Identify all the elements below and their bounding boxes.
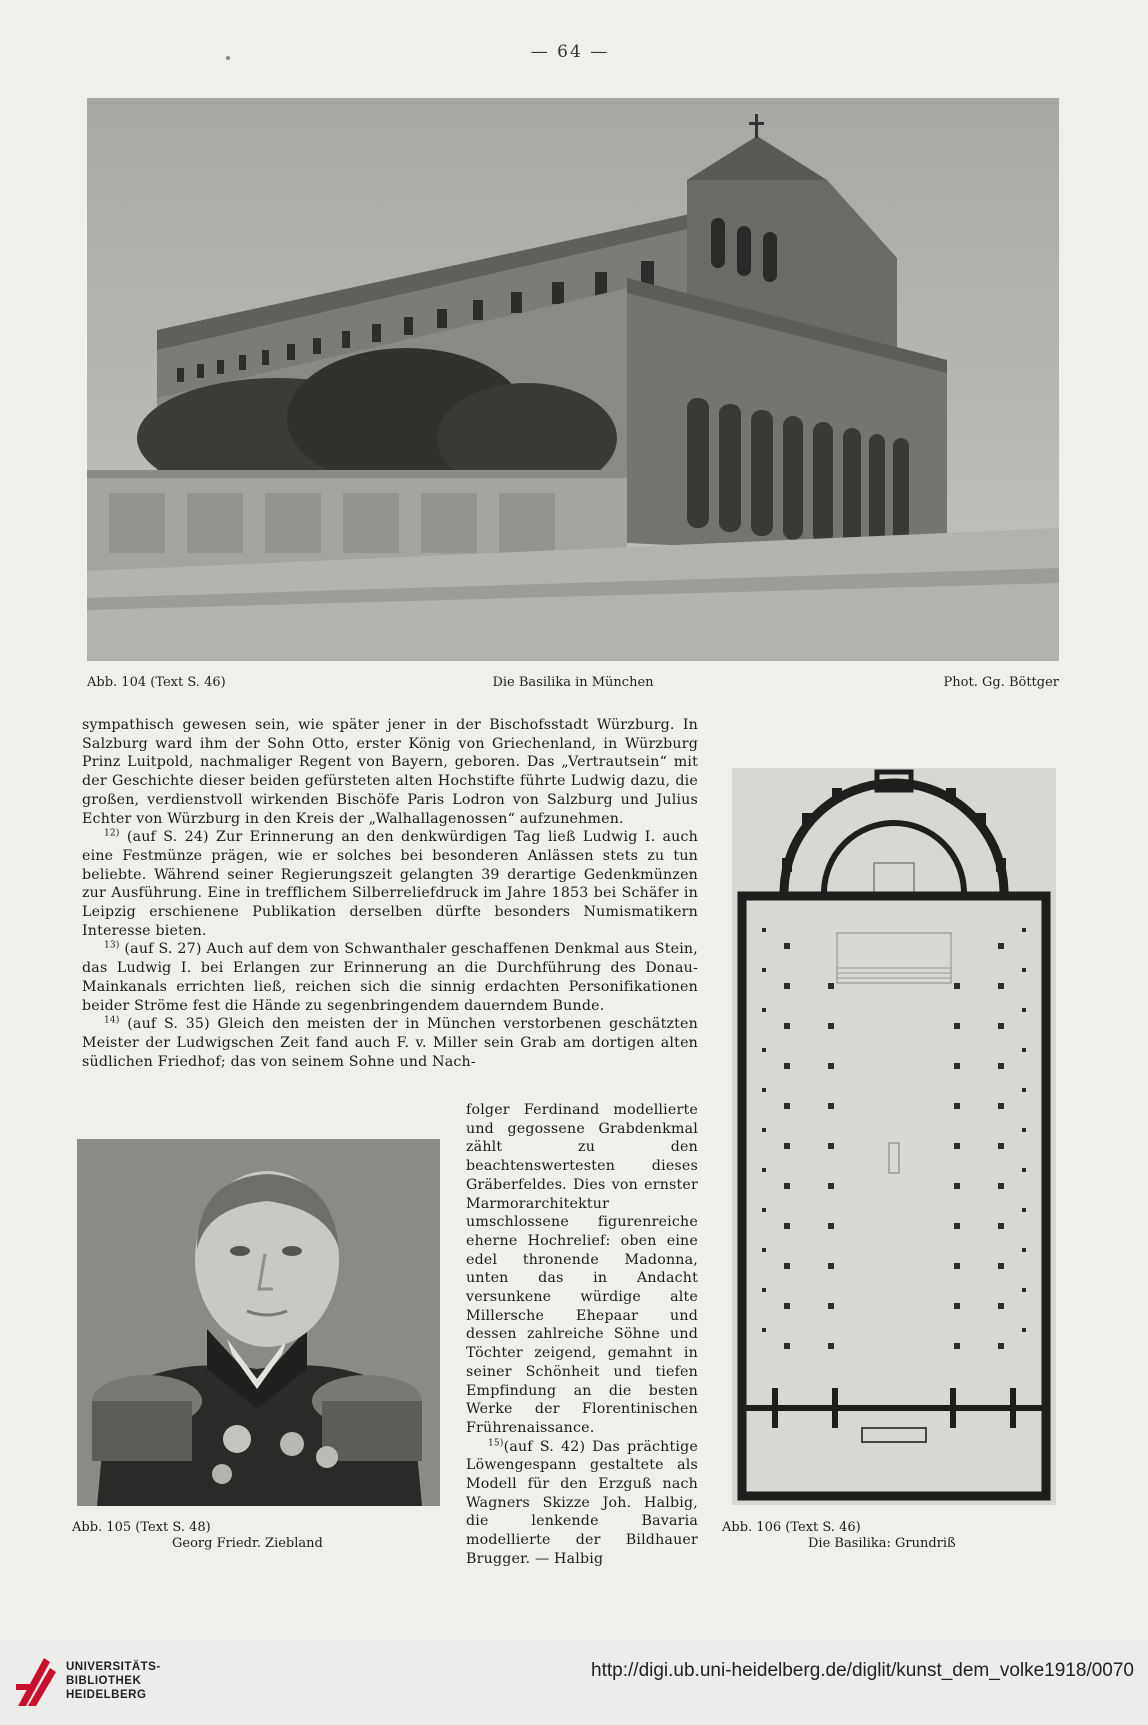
footnote-mark: 12) bbox=[104, 828, 120, 839]
portrait-photo bbox=[77, 1139, 440, 1506]
footnote-text: (auf S. 42) Das prächtige Löwengespann gestaltete als Modell für den Erzguß nach Wagners Skizze Joh. Halbig, die lenkende Bavaria modellierte der Bildhauer Brugger. — Halbig bbox=[466, 1438, 698, 1567]
library-name-line: BIBLIOTHEK bbox=[66, 1675, 142, 1687]
paragraph: sympathisch gewesen sein, wie später jener in der Bischofsstadt Würzburg. In Salzburg ward ihm der Sohn Otto, erster König von Griechenland, in Würzburg Prinz Luitpold, nachmaliger Regent von Bayern, geboren. Das „Vertrautsein“ mit der Geschichte dieser beiden gefürsteten alten Hochstifte führte Ludwig dazu, die großen, verdienstvoll wirkenden Bischöfe Paris Lodron von Salzburg und Julius Echter von Würzburg in den Kreis der „Walhallagenossen“ aufzunehmen. bbox=[82, 717, 698, 827]
page-speck bbox=[226, 56, 230, 60]
footnote-15 bbox=[466, 1438, 698, 1569]
main-figure-caption bbox=[87, 675, 1059, 695]
floor-plan-drawing bbox=[732, 768, 1056, 1505]
caption-figure-ref: Abb. 106 (Text S. 46) bbox=[722, 1520, 861, 1535]
body-text-side bbox=[466, 1101, 698, 1569]
paragraph: folger Ferdinand modellierte und gegossene Grabdenkmal zählt zu den beachtenswertesten dieses Gräberfeldes. Dies von ernster Marmorarchitektur umschlossene figurenreiche eherne Hochrelief: oben eine edel thronende Madonna, unten das in Andacht versunkene würdige alte Millersche Ehepaar und dessen zahlreiche Söhne und Töchter zeigend, gemahnt in seiner Schönheit und tiefen Empfindung an die besten Werke der Florentinischen Frührenaissance. bbox=[466, 1102, 698, 1436]
footnote-text: (auf S. 24) Zur Erinnerung an den denkwürdigen Tag ließ Ludwig I. auch eine Festmünze prägen, wie er solches bei besonderen Anlässen stets zu tun beliebte. Während seiner Regierungszeit gelangten 39 derartige Gedenkmünzen zur Ausführung. Eine in trefflichem Silberreliefdruck im Jahre 1853 bei Schäfer in Leipzig erschienene Publikation derselben dürfte besonders Numismatikern Interesse bieten. bbox=[82, 829, 699, 939]
library-logo-icon bbox=[14, 1654, 58, 1710]
caption-title: Die Basilika in München bbox=[492, 675, 654, 690]
basilica-photo bbox=[87, 98, 1059, 661]
caption-photo-credit: Phot. Gg. Böttger bbox=[943, 675, 1059, 690]
footnote-12 bbox=[82, 828, 698, 940]
library-name-line: UNIVERSITÄTS- bbox=[66, 1661, 161, 1673]
portrait-caption bbox=[72, 1520, 372, 1552]
footnote-14 bbox=[82, 1015, 698, 1071]
footnote-mark: 13) bbox=[104, 940, 120, 951]
footnote-13 bbox=[82, 940, 698, 1015]
footnote-text: (auf S. 27) Auch auf dem von Schwanthaler geschaffenen Denkmal aus Stein, das Ludwig I. bei Erlangen zur Erinnerung an die Durchführung des Donau-Mainkanals errichten ließ, reichen sich die sinnig erdachten Personifikationen beider Ströme fest die Hände zu segenbringendem dauerndem Bunde. bbox=[82, 941, 698, 1014]
footnote-mark: 14) bbox=[104, 1015, 120, 1026]
caption-title: Georg Friedr. Ziebland bbox=[172, 1536, 323, 1551]
footer-bar bbox=[0, 1640, 1148, 1725]
page-number: — 64 — bbox=[530, 42, 610, 62]
footnote-text: (auf S. 35) Gleich den meisten der in München verstorbenen geschätzten Meister der Ludwigschen Zeit fand auch F. v. Miller sein Grab am dortigen alten südlichen Friedhof; das von seinem Sohne und Nach- bbox=[82, 1016, 698, 1070]
body-text-top bbox=[82, 716, 698, 1071]
source-url-link[interactable]: http://digi.ub.uni-heidelberg.de/diglit/kunst_dem_volke1918/0070 bbox=[591, 1660, 1134, 1681]
caption-figure-ref: Abb. 105 (Text S. 48) bbox=[72, 1520, 211, 1535]
footnote-mark: 15) bbox=[488, 1437, 504, 1448]
library-name-line: HEIDELBERG bbox=[66, 1689, 147, 1701]
caption-figure-ref: Abb. 104 (Text S. 46) bbox=[87, 675, 226, 690]
library-name bbox=[66, 1660, 161, 1702]
caption-title: Die Basilika: Grundriß bbox=[808, 1536, 956, 1551]
plan-caption bbox=[722, 1520, 1062, 1552]
